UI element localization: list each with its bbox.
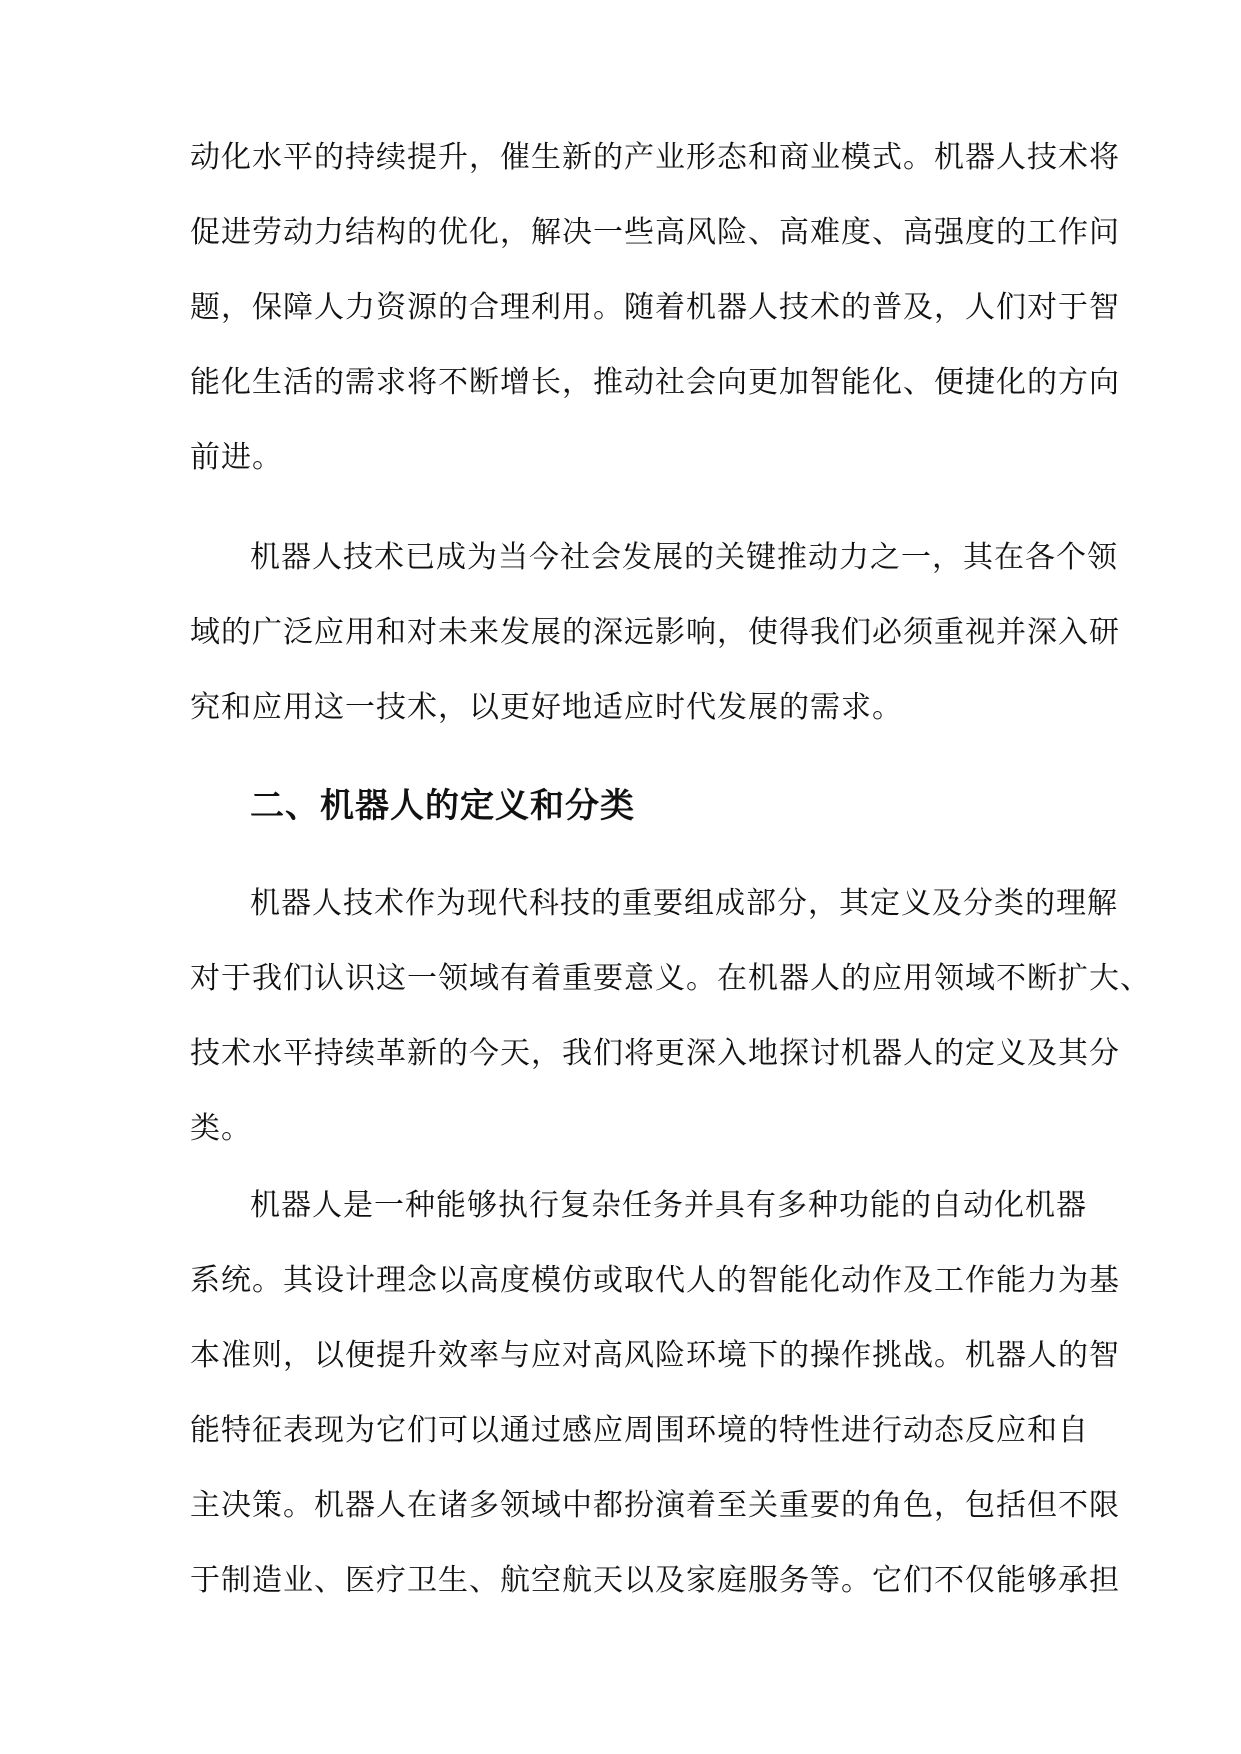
text-line: 机器人技术已成为当今社会发展的关键推动力之一，其在各个领	[250, 540, 1118, 575]
text-line: 促进劳动力结构的优化，解决一些高风险、高难度、高强度的工作问	[190, 215, 1120, 250]
paragraph-continued	[190, 120, 1120, 495]
text-line: 能特征表现为它们可以通过感应周围环境的特性进行动态反应和自	[190, 1413, 1089, 1448]
text-line: 于制造业、医疗卫生、航空航天以及家庭服务等。它们不仅能够承担	[190, 1563, 1120, 1598]
text-line: 题，保障人力资源的合理利用。随着机器人技术的普及，人们对于智	[190, 290, 1120, 325]
text-line: 究和应用这一技术，以更好地适应时代发展的需求。	[190, 690, 903, 725]
text-line: 机器人是一种能够执行复杂任务并具有多种功能的自动化机器	[250, 1188, 1087, 1223]
paragraph-summary	[190, 520, 1120, 745]
text-line: 能化生活的需求将不断增长，推动社会向更加智能化、便捷化的方向	[190, 365, 1120, 400]
text-line: 系统。其设计理念以高度模仿或取代人的智能化动作及工作能力为基	[190, 1263, 1120, 1298]
text-line: 域的广泛应用和对未来发展的深远影响，使得我们必须重视并深入研	[190, 615, 1120, 650]
text-line: 动化水平的持续提升，催生新的产业形态和商业模式。机器人技术将	[190, 140, 1120, 175]
text-line: 类。	[190, 1111, 252, 1146]
paragraph-intro	[190, 866, 1151, 1166]
text-line: 对于我们认识这一领域有着重要意义。在机器人的应用领域不断扩大、	[190, 961, 1151, 996]
paragraph-definition	[190, 1168, 1120, 1618]
section-heading: 二、机器人的定义和分类	[250, 786, 635, 826]
text-line: 前进。	[190, 440, 283, 475]
text-line: 主决策。机器人在诸多领域中都扮演着至关重要的角色，包括但不限	[190, 1488, 1120, 1523]
text-line: 机器人技术作为现代科技的重要组成部分，其定义及分类的理解	[250, 886, 1118, 921]
text-line: 技术水平持续革新的今天，我们将更深入地探讨机器人的定义及其分	[190, 1036, 1120, 1071]
text-line: 本准则，以便提升效率与应对高风险环境下的操作挑战。机器人的智	[190, 1338, 1120, 1373]
